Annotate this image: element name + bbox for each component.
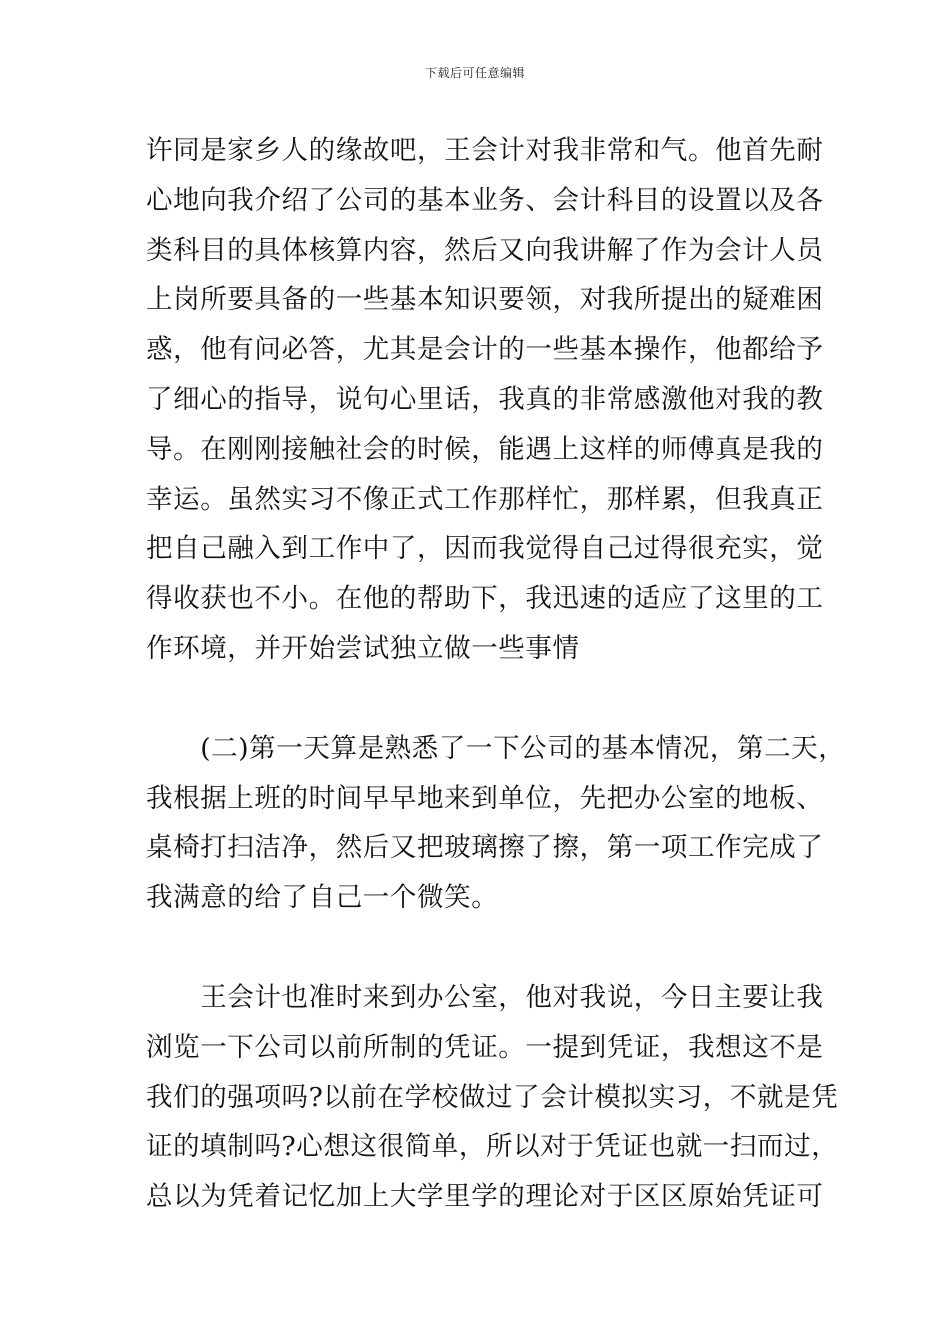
text-line: 我满意的给了自己一个微笑。 bbox=[146, 882, 499, 914]
text-line: 惑，他有问必答，尤其是会计的一些基本操作，他都给予 bbox=[146, 334, 824, 366]
text-line: 幸运。虽然实习不像正式工作那样忙，那样累，但我真正 bbox=[146, 483, 824, 515]
text-line: 总以为凭着记忆加上大学里学的理论对于区区原始凭证可 bbox=[146, 1181, 824, 1213]
text-line: 上岗所要具备的一些基本知识要领，对我所提出的疑难困 bbox=[146, 284, 824, 316]
text-line: 导。在刚刚接触社会的时候，能遇上这样的师傅真是我的 bbox=[146, 433, 824, 465]
paragraph-3 bbox=[146, 973, 839, 1222]
text-line: 把自己融入到工作中了，因而我觉得自己过得很充实，觉 bbox=[146, 533, 824, 565]
text-line: 我根据上班的时间早早地来到单位，先把办公室的地板、 bbox=[146, 782, 824, 814]
paragraph-gap bbox=[146, 923, 814, 973]
paragraph-2 bbox=[146, 724, 846, 923]
text-line: 得收获也不小。在他的帮助下，我迅速的适应了这里的工 bbox=[146, 583, 824, 615]
page-header: 下载后可任意编辑 bbox=[424, 66, 525, 80]
text-line: 王会计也准时来到办公室，他对我说，今日主要让我 bbox=[146, 981, 824, 1013]
text-line: 我们的强项吗?以前在学校做过了会计模拟实习，不就是凭 bbox=[146, 1081, 839, 1113]
text-line: (二)第一天算是熟悉了一下公司的基本情况，第二天， bbox=[146, 732, 846, 764]
text-line: 证的填制吗?心想这很简单，所以对于凭证也就一扫而过， bbox=[146, 1131, 839, 1163]
paragraph-1 bbox=[146, 126, 824, 674]
text-line: 作环境，并开始尝试独立做一些事情 bbox=[146, 632, 580, 664]
body-text bbox=[146, 126, 846, 1222]
text-line: 许同是家乡人的缘故吧，王会计对我非常和气。他首先耐 bbox=[146, 135, 824, 166]
text-line: 了细心的指导，说句心里话，我真的非常感激他对我的教 bbox=[146, 383, 824, 415]
text-line: 桌椅打扫洁净，然后又把玻璃擦了擦，第一项工作完成了 bbox=[146, 832, 824, 864]
text-line: 浏览一下公司以前所制的凭证。一提到凭证，我想这不是 bbox=[146, 1031, 824, 1063]
text-line: 类科目的具体核算内容，然后又向我讲解了作为会计人员 bbox=[146, 234, 824, 266]
paragraph-gap bbox=[146, 674, 814, 724]
text-line: 心地向我介绍了公司的基本业务、会计科目的设置以及各 bbox=[146, 184, 824, 216]
